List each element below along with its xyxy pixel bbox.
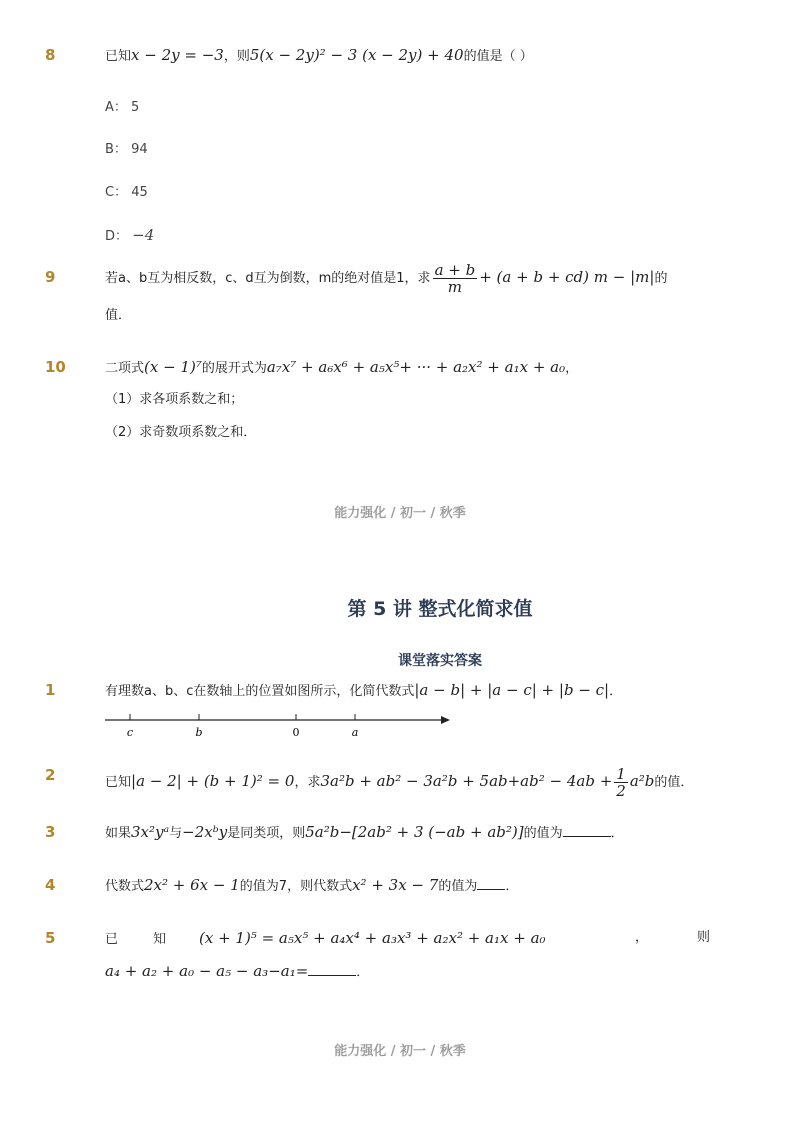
- a2-text-mid: ，求: [294, 775, 321, 790]
- q8-stem-mid: ，则: [223, 49, 250, 64]
- a2-expression: 3a²b + ab² − 3a²b + 5ab+ab² − 4ab +: [320, 772, 613, 790]
- option-label: C：: [105, 185, 128, 200]
- axis-label-a: a: [351, 726, 359, 739]
- fraction-denominator: m: [447, 278, 462, 296]
- q10-text-end: ，: [565, 361, 579, 376]
- a1-end: ．: [609, 684, 623, 699]
- a3-text-and: 与: [169, 826, 183, 841]
- axis-label-0: 0: [292, 726, 300, 739]
- q8-option-c[interactable]: [105, 182, 148, 204]
- q8-option-a[interactable]: [105, 97, 139, 119]
- a3-end: ．: [610, 826, 624, 841]
- q8-stem-suffix: 的值是（ ）: [463, 49, 533, 64]
- answer-number-1: 1: [45, 681, 56, 699]
- a4-text: 代数式: [105, 879, 145, 894]
- option-label: D：: [105, 229, 129, 244]
- a4-expression-1: 2x² + 6x − 1: [144, 876, 240, 894]
- answer-number-2: 2: [45, 766, 56, 784]
- answer-5-line-2: [105, 960, 369, 984]
- a5-end: ．: [356, 965, 370, 980]
- q8-stem-prefix: 已知: [105, 49, 132, 64]
- answer-4-stem: [105, 874, 518, 898]
- fraction-numerator: a + b: [434, 261, 476, 279]
- a1-text: 有理数a、b、c在数轴上的位置如图所示，化简代数式: [105, 684, 415, 699]
- a2-condition: |a − 2| + (b + 1)² = 0: [131, 772, 295, 790]
- a5-word-3: 则: [697, 930, 711, 945]
- q10-binomial: (x − 1)⁷: [144, 358, 202, 376]
- q10-expansion: a₇x⁷ + a₆x⁶ + a₅x⁵+ ··· + a₂x² + a₁x + a₀: [266, 358, 566, 376]
- answer-number-5: 5: [45, 929, 56, 947]
- a4-text-value: 的值为: [438, 879, 478, 894]
- answer-blank[interactable]: [477, 877, 505, 890]
- q9-text: 若a、b互为相反数，c、d互为倒数，m的绝对值是1，求: [105, 271, 431, 286]
- a3-term-1: 3x²yᵃ: [131, 823, 170, 841]
- q10-text-mid: 的展开式为: [201, 361, 267, 376]
- answer-2-stem: [105, 766, 693, 799]
- q9-line2: 值．: [105, 308, 132, 323]
- option-label: B：: [105, 142, 127, 157]
- a2-expression-tail: a²b: [629, 772, 655, 790]
- answer-3-stem: [105, 821, 624, 845]
- a3-text: 如果: [105, 826, 132, 841]
- answer-number-4: 4: [45, 876, 56, 894]
- page-footer: 能力强化 / 初一 / 秋季: [334, 1044, 466, 1059]
- option-value: 5: [131, 100, 140, 115]
- q9-fraction: [433, 262, 478, 295]
- q8-option-b[interactable]: [105, 139, 148, 161]
- q9-expression: + (a + b + cd) m − |m|: [479, 268, 655, 286]
- a5-word-2: 知: [153, 932, 167, 947]
- a4-text-mid: 的值为7，则代数式: [239, 879, 353, 894]
- answer-blank[interactable]: [563, 824, 611, 837]
- a4-expression-2: x² + 3x − 7: [352, 876, 439, 894]
- page-footer: 能力强化 / 初一 / 秋季: [334, 506, 466, 521]
- fraction-numerator: 1: [616, 765, 626, 783]
- q10-text: 二项式: [105, 361, 145, 376]
- question-10-stem: [105, 356, 578, 380]
- q8-option-d[interactable]: [105, 224, 154, 248]
- question-9-stem: [105, 262, 667, 295]
- number-line-arrow: [441, 716, 450, 724]
- q8-condition: x − 2y = −3: [131, 46, 224, 64]
- a2-text: 已知: [105, 775, 132, 790]
- answer-number-3: 3: [45, 823, 56, 841]
- axis-label-b: b: [195, 726, 203, 739]
- a3-term-2: −2xᵇy: [182, 823, 228, 841]
- axis-label-c: c: [126, 726, 134, 739]
- a4-end: ．: [505, 879, 519, 894]
- a3-text-mid: 是同类项，则: [227, 826, 306, 841]
- option-label: A：: [105, 100, 127, 115]
- a3-text-value: 的值为: [523, 826, 563, 841]
- answer-blank[interactable]: [308, 963, 356, 976]
- a5-word-1: 已: [105, 932, 119, 947]
- fraction-denominator: 2: [616, 782, 626, 800]
- number-line-diagram: [100, 708, 460, 744]
- q8-expression: 5(x − 2y)² − 3 (x − 2y) + 40: [249, 46, 464, 64]
- a5-comma: ，: [635, 930, 649, 945]
- a3-expression: 5a²b−[2ab² + 3 (−ab + ab²)]: [305, 823, 524, 841]
- a5-expression: (x + 1)⁵ = a₅x⁵ + a₄x⁴ + a₃x³ + a₂x² + a₁x + a₀: [199, 929, 546, 947]
- a2-half-fraction: [614, 766, 628, 799]
- answer-5-stem: [105, 927, 715, 951]
- question-8-stem: [105, 44, 533, 68]
- question-number-8: 8: [45, 46, 56, 64]
- a1-expression: |a − b| + |a − c| + |b − c|: [414, 681, 610, 699]
- question-number-9: 9: [45, 268, 56, 286]
- lecture-title: 第 5 讲 整式化简求值: [347, 598, 533, 620]
- q10-part-2: （2）求奇数项系数之和．: [105, 425, 257, 440]
- option-value: 94: [131, 142, 148, 157]
- answer-1-stem: [105, 679, 622, 703]
- section-title: 课堂落实答案: [398, 653, 482, 669]
- a5-expression-2: a₄ + a₂ + a₀ − a₅ − a₃−a₁=: [105, 962, 309, 980]
- q10-part-1: （1）求各项系数之和；: [105, 392, 244, 407]
- option-value: 45: [131, 185, 148, 200]
- question-number-10: 10: [45, 358, 66, 376]
- q9-text-end: 的: [654, 271, 668, 286]
- a2-text-end: 的值．: [654, 775, 694, 790]
- option-value: −4: [132, 226, 155, 244]
